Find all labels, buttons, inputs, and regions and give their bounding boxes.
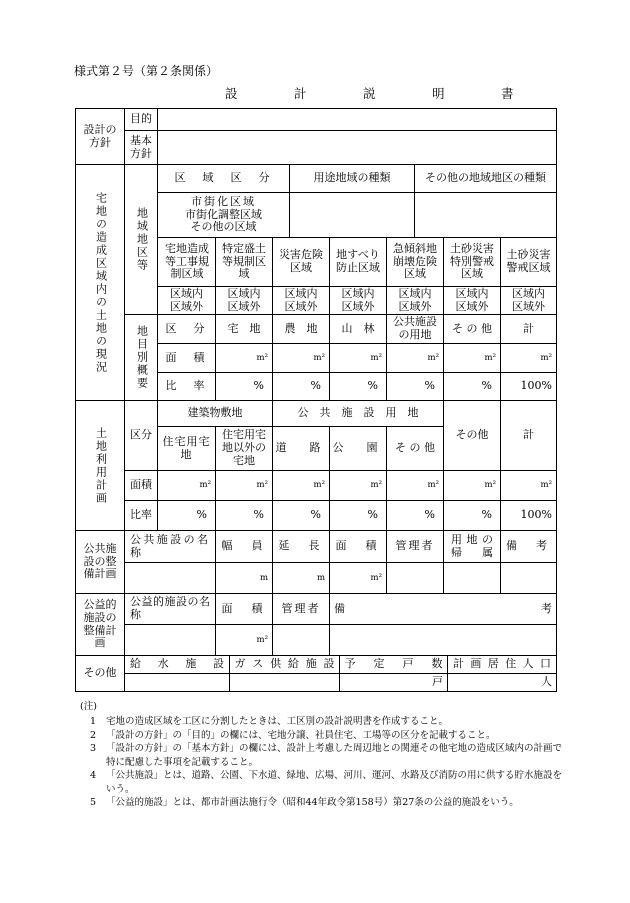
plan-area-cell[interactable]: m² xyxy=(256,480,268,491)
zone-inout[interactable]: 区域内 区域外 xyxy=(227,286,261,313)
benefit-label: 公益的施設の整備計画 xyxy=(83,597,117,650)
zone-inout[interactable]: 区域内 区域外 xyxy=(170,286,203,313)
page-title: 設 計 説 明 書 xyxy=(225,86,536,101)
public-note-field[interactable] xyxy=(501,563,556,593)
area-cell[interactable]: m² xyxy=(256,352,268,363)
benefit-note-field[interactable] xyxy=(330,625,556,655)
plan-area-label: 面積 xyxy=(130,478,152,492)
public-name-header: 公共施設の名称 xyxy=(130,532,210,559)
public-name-field[interactable] xyxy=(125,563,215,593)
public-site-header: 公 共 施 設 用 地 xyxy=(297,406,419,420)
plan-ratio-cell[interactable]: % xyxy=(424,508,435,522)
gas-supply-field[interactable] xyxy=(230,674,339,691)
plan-area-cell[interactable]: m² xyxy=(540,480,552,491)
ratio-cell[interactable]: % xyxy=(367,379,378,393)
status-label: 宅地の造成区域内の土地の現況 xyxy=(94,191,108,374)
ratio-cell[interactable]: % xyxy=(253,379,264,393)
area-cell[interactable]: m² xyxy=(484,352,496,363)
plan-area-cell[interactable]: m² xyxy=(199,480,211,491)
benefit-name-header: 公益的施設の名称 xyxy=(130,595,210,621)
zone-header: 宅地造成等工事規制区域 xyxy=(165,241,209,281)
plan-ratio-cell[interactable]: % xyxy=(253,508,264,522)
building-site-header: 建築物敷地 xyxy=(187,406,243,420)
cat-residential: 宅 地 xyxy=(227,321,261,335)
other-district-field[interactable] xyxy=(415,193,556,237)
other-label: その他 xyxy=(83,666,117,680)
form-number: 様式第２号（第２条関係） xyxy=(74,64,219,78)
plan-division-label: 区分 xyxy=(130,428,152,442)
basic-policy-label: 基本方針 xyxy=(130,133,152,160)
plan-ratio-total: 100% xyxy=(520,508,552,522)
water-supply-header: 給 水 施 設 xyxy=(130,657,224,671)
public-manager-header: 管理者 xyxy=(395,539,435,553)
plan-other: その他 xyxy=(455,428,489,442)
plan-nonresidential: 住宅用宅地以外の宅地 xyxy=(222,428,266,467)
area-row-label: 面 積 xyxy=(165,350,208,364)
plan-ratio-cell[interactable]: % xyxy=(310,508,321,522)
cat-farmland: 農 地 xyxy=(284,321,318,335)
public-label: 公共施設の整備計画 xyxy=(83,541,117,581)
zoning-type-field[interactable] xyxy=(290,193,414,237)
area-option-control: 市街化調整区域 xyxy=(185,207,262,221)
zone-header: 特定盛土等規制区域 xyxy=(222,241,266,281)
planned-population-field[interactable]: 人 xyxy=(541,675,552,689)
ratio-total-cell: 100% xyxy=(520,379,552,393)
other-district-header: その他の地域地区の種類 xyxy=(425,171,546,185)
notes xyxy=(76,700,566,810)
area-cell[interactable]: m² xyxy=(540,352,552,363)
plan-ratio-cell[interactable]: % xyxy=(481,508,492,522)
public-area-header: 面 積 xyxy=(335,539,381,553)
public-length-header: 延 長 xyxy=(278,539,324,553)
public-note-header: 備 考 xyxy=(506,539,551,553)
area-cell[interactable]: m² xyxy=(370,352,382,363)
basic-policy-field[interactable] xyxy=(158,131,556,164)
zone-header: 急傾斜地崩壊危険区域 xyxy=(393,241,437,281)
zone-header: 土砂災害特別警戒区域 xyxy=(450,241,494,281)
benefit-area-field[interactable]: m² xyxy=(256,634,268,645)
note-item: 1 宅地の造成区域を工区に分割したときは、工区別の設計説明書を作成すること。 xyxy=(89,716,449,728)
zone-header: 災害危険区域 xyxy=(279,248,323,274)
purpose-label: 目的 xyxy=(130,112,152,126)
benefit-manager-header: 管理者 xyxy=(281,601,321,615)
plan-ratio-cell[interactable]: % xyxy=(196,508,207,522)
area-cell[interactable]: m² xyxy=(313,352,325,363)
public-manager-field[interactable] xyxy=(387,563,443,593)
ratio-cell[interactable]: % xyxy=(424,379,435,393)
area-option-other: その他の区域 xyxy=(190,220,257,234)
public-width-header: 幅 員 xyxy=(221,539,267,553)
plan-other-facility: そ の 他 xyxy=(395,441,435,455)
ratio-row-label: 比 率 xyxy=(165,379,208,393)
zone-inout[interactable]: 区域内 区域外 xyxy=(398,286,432,313)
ratio-cell[interactable]: % xyxy=(310,379,321,393)
plan-area-cell[interactable]: m² xyxy=(427,480,439,491)
area-options[interactable] xyxy=(158,193,289,237)
zone-inout[interactable]: 区域内 区域外 xyxy=(512,286,545,313)
area-division-header: 区 域 区 分 xyxy=(174,171,273,185)
plan-ratio-cell[interactable]: % xyxy=(367,508,378,522)
district-label: 地域地区等 xyxy=(135,207,149,272)
benefit-note-header: 備 考 xyxy=(334,601,552,615)
plan-area-cell[interactable]: m² xyxy=(370,480,382,491)
cat-total: 計 xyxy=(523,321,534,335)
note-item: 5 「公益的施設」とは、都市計画法施行令（昭和44年政令第158号）第27条の公益的施設をいう。 xyxy=(89,797,519,809)
cat-forest: 山 林 xyxy=(341,321,375,335)
area-cell[interactable]: m² xyxy=(427,352,439,363)
plan-park: 公 園 xyxy=(332,441,384,455)
note-item: 3 「設計の方針」の「基本方針」の欄には、設計上考慮した周辺地との関連その他宅地の造成区域内の計画で特に配慮した事項を記載すること。 xyxy=(89,743,563,768)
plan-label: 土地利用計画 xyxy=(94,426,108,505)
zone-inout[interactable]: 区域内 区域外 xyxy=(455,286,489,313)
plan-total: 計 xyxy=(523,428,534,442)
planned-houses-header: 予 定 戸 数 xyxy=(344,657,443,671)
zone-header: 土砂災害警戒区域 xyxy=(506,248,551,274)
plan-ratio-label: 比率 xyxy=(130,508,152,522)
plan-area-cell[interactable]: m² xyxy=(484,480,496,491)
division-label: 区 分 xyxy=(165,321,208,335)
plan-area-cell[interactable]: m² xyxy=(313,480,325,491)
benefit-area-header: 面 積 xyxy=(221,601,267,615)
plan-residential: 住宅用宅地 xyxy=(162,434,211,461)
policy-label: 設計の方針 xyxy=(83,122,117,149)
gas-supply-header: ガス供給施設 xyxy=(234,657,335,671)
water-supply-field[interactable] xyxy=(125,674,229,691)
public-length-field[interactable]: m xyxy=(316,572,325,583)
note-item: 4 「公共施設」とは、道路、公園、下水道、緑地、広場、河川、運河、水路及び消防の用に供する貯水施設をいう。 xyxy=(89,770,563,795)
notes-title: (注) xyxy=(80,701,97,712)
plan-road: 道 路 xyxy=(275,441,327,455)
cat-public: 公共施設の用地 xyxy=(393,315,437,341)
cat-other: そ の 他 xyxy=(452,321,492,335)
public-area-field[interactable]: m² xyxy=(370,572,382,583)
landuse-label: 地目別概要 xyxy=(135,325,149,390)
ratio-cell[interactable]: % xyxy=(481,379,492,393)
zone-inout[interactable]: 区域内 区域外 xyxy=(284,286,318,313)
benefit-name-field[interactable] xyxy=(125,625,215,655)
planned-population-header: 計画居住人口 xyxy=(453,657,551,671)
zone-inout[interactable]: 区域内 区域外 xyxy=(341,286,375,313)
note-item: 2 「設計の方針」の「目的」の欄には、宅地分譲、社員住宅、工場等の区分を記載すること。 xyxy=(89,729,496,741)
public-width-field[interactable]: m xyxy=(259,572,268,583)
zone-header: 地すべり防止区域 xyxy=(336,248,380,274)
public-belong-header: 用地の帰属 xyxy=(451,532,493,559)
area-option-urbanization: 市街化区域 xyxy=(191,194,256,208)
zoning-type-header: 用途地域の種類 xyxy=(313,171,391,185)
planned-houses-field[interactable]: 戸 xyxy=(432,675,443,689)
purpose-field[interactable] xyxy=(158,109,556,130)
benefit-manager-field[interactable] xyxy=(273,625,329,655)
public-belong-field[interactable] xyxy=(444,563,500,593)
